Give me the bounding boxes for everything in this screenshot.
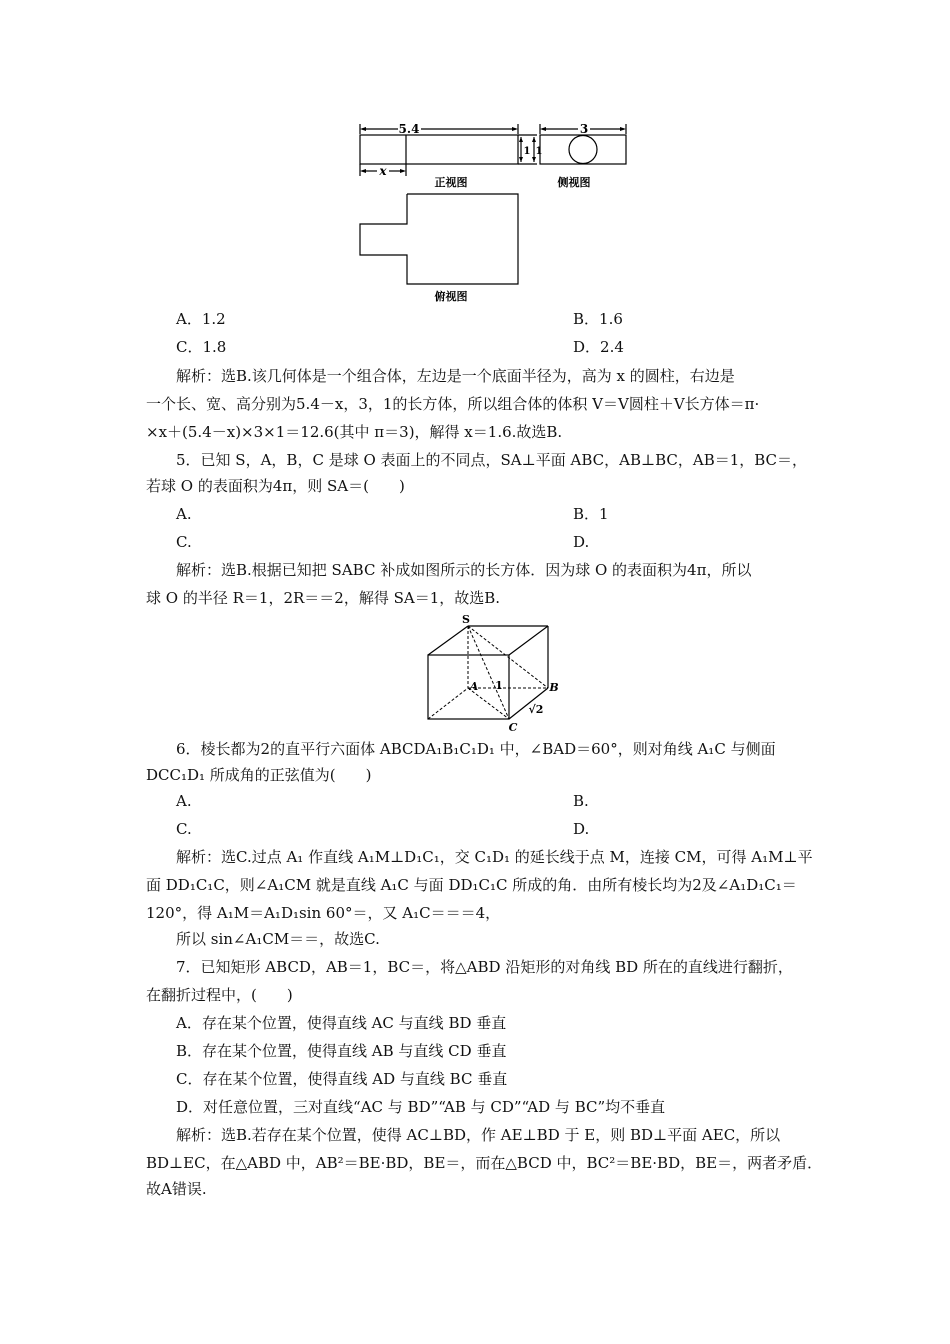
edge-sqrt2-label: √2 [528,703,544,716]
q7-option-c: C．存在某个位置，使得直线 AD 与直线 BC 垂直 [176,1070,508,1088]
q7-option-d: D．对任意位置，三对直线“AC 与 BD”“AB 与 CD”“AD 与 BC”均不垂直 [176,1098,666,1116]
q4-option-d: D．2.4 [573,338,624,356]
q6-solution-line1: 解析：选C.过点 A₁ 作直线 A₁M⊥D₁C₁，交 C₁D₁ 的延长线于点 M，连接 CM，可得 A₁M⊥平 [176,848,813,866]
side-view-label: 侧视图 [557,176,591,189]
dim-x-label: x [379,164,387,178]
vertex-s-label: S [462,613,470,626]
vertex-a-label: A [469,680,479,693]
cuboid-figure [418,612,568,734]
q6-stem-line2: DCC₁D₁ 所成角的正弦值为( ) [146,766,372,784]
q6-solution-line3: 120°，得 A₁M＝A₁D₁sin 60°＝，又 A₁C＝＝＝4， [146,904,501,922]
q7-solution-line1: 解析：选B.若存在某个位置，使得 AC⊥BD，作 AE⊥BD 于 E，则 BD⊥平面 AEC，所以 [176,1126,781,1144]
q7-solution-line3: 故A错误. [146,1180,207,1198]
q5-option-c: C. [176,533,192,551]
q5-solution-line2: 球 O 的半径 R＝1，2R＝＝2，解得 SA＝1，故选B. [146,589,501,607]
q4-solution-line3: ×x＋(5.4－x)×3×1＝12.6(其中 π＝3)，解得 x＝1.6.故选B. [146,423,563,441]
q4-solution-line2: 一个长、宽、高分别为5.4－x，3，1的长方体，所以组合体的体积 V＝V圆柱＋V长方体＝π· [146,395,760,413]
q6-solution-line2: 面 DD₁C₁C，则∠A₁CM 就是直线 A₁C 与面 DD₁C₁C 所成的角．由所有棱长均为2及∠A₁D₁C₁＝ [146,876,797,894]
vertex-c-label: C [508,721,518,734]
q7-option-a: A．存在某个位置，使得直线 AC 与直线 BD 垂直 [176,1014,507,1032]
dim-h1-label: 1 [523,146,531,157]
q7-solution-line2: BD⊥EC，在△ABD 中，AB²＝BE·BD，BE＝，而在△BCD 中，BC²＝BE·BD，BE＝，两者矛盾． [146,1154,823,1172]
q5-option-d: D. [573,533,590,551]
q5-stem-line1: 5．已知 S，A，B，C 是球 O 表面上的不同点，SA⊥平面 ABC，AB⊥BC，AB＝1，BC＝， [176,451,808,469]
q6-option-a: A. [176,792,192,810]
q6-option-c: C. [176,820,192,838]
vertex-b-label: B [549,681,559,694]
q6-option-b: B. [573,792,589,810]
dim-width-label: 3 [579,122,589,136]
top-view-label: 俯视图 [434,290,468,303]
q6-stem-line1: 6．棱长都为2的直平行六面体 ABCDA₁B₁C₁D₁ 中，∠BAD＝60°，则对角线 A₁C 与侧面 [176,740,776,758]
dim-h2-label: 1 [535,146,543,157]
q6-solution-line4: 所以 sin∠A₁CM＝＝，故选C. [176,930,380,948]
q5-option-b: B．1 [573,505,609,523]
q6-option-d: D. [573,820,590,838]
q7-option-b: B．存在某个位置，使得直线 AB 与直线 CD 垂直 [176,1042,507,1060]
q4-option-b: B．1.6 [573,310,623,328]
q4-solution-line1: 解析：选B.该几何体是一个组合体，左边是一个底面半径为，高为 x 的圆柱，右边是 [176,367,735,385]
edge-one-label: 1 [495,679,503,692]
q5-solution-line1: 解析：选B.根据已知把 SABC 补成如图所示的长方体．因为球 O 的表面积为4π，所以 [176,561,752,579]
dim-length-label: 5.4 [398,122,420,136]
q7-stem-line1: 7．已知矩形 ABCD，AB＝1，BC＝，将△ABD 沿矩形的对角线 BD 所在的直线进行翻折， [176,958,793,976]
q4-option-c: C．1.8 [176,338,227,356]
q4-option-a: A．1.2 [176,310,226,328]
q5-option-a: A. [176,505,192,523]
q7-stem-line2: 在翻折过程中，( ) [146,986,293,1004]
q5-stem-line2: 若球 O 的表面积为4π，则 SA＝( ) [146,477,405,495]
front-view-label: 正视图 [434,176,468,189]
three-view-figure [350,118,640,308]
